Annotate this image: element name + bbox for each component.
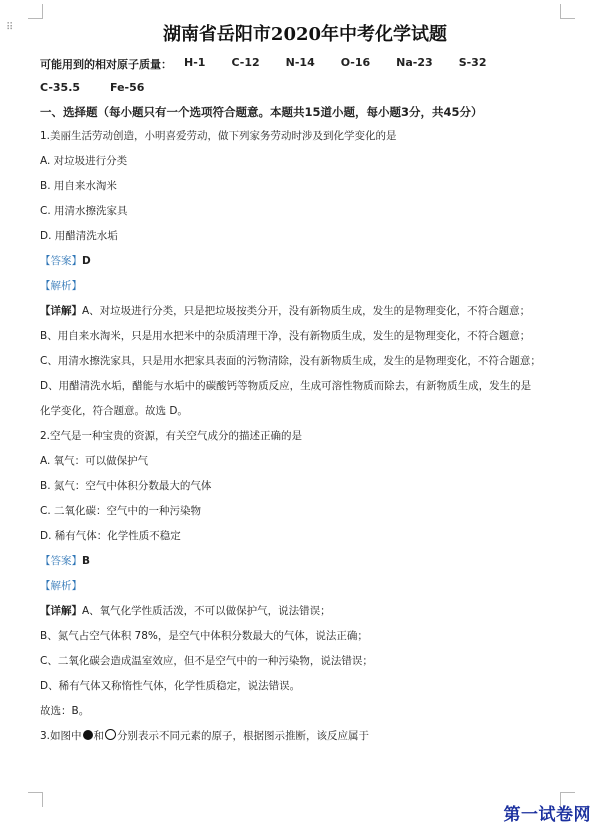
question-option: A. 氧气：可以做保护气: [40, 455, 149, 467]
atomic-mass: Fe-56: [110, 81, 145, 94]
analysis-tag: 【解析】: [40, 280, 82, 292]
atomic-mass: O-16: [340, 56, 371, 69]
atomic-mass: S-32: [458, 56, 487, 69]
conclusion-line: 故选：B。: [40, 705, 90, 717]
answer-value: D: [82, 255, 91, 267]
atomic-masses-row: [40, 56, 570, 70]
answer-value: B: [82, 555, 91, 567]
detail-tag: 【详解】: [40, 305, 82, 317]
atomic-masses-row-2: [40, 81, 570, 95]
detail-line: [40, 304, 570, 318]
answer-tag: 【答案】: [40, 255, 82, 267]
detail-line: 化学变化，符合题意。故选 D。: [40, 405, 188, 417]
analysis-tag: 【解析】: [40, 580, 82, 592]
question-option: C. 二氧化碳：空气中的一种污染物: [40, 505, 202, 517]
question-stem: 2.空气是一种宝贵的资源，有关空气成分的描述正确的是: [40, 430, 303, 442]
question-stem: [40, 729, 570, 743]
detail-line: [40, 604, 570, 618]
detail-tag: 【详解】: [40, 605, 82, 617]
detail-text: A、对垃圾进行分类，只是把垃圾按类分开，没有新物质生成，发生的是物理变化，不符合题意；: [82, 305, 531, 317]
white-atom-icon: [105, 729, 116, 740]
crop-mark-top-right: [560, 4, 575, 19]
crop-mark-top-left: [28, 4, 43, 19]
question-stem: 1.美丽生活劳动创造，小明喜爱劳动，做下列家务劳动时涉及到化学变化的是: [40, 130, 397, 142]
black-atom-icon: [83, 730, 93, 740]
detail-line: B、氮气占空气体积 78%，是空气中体积分数最大的气体，说法正确；: [40, 630, 368, 642]
q3-prefix: 3.如图中: [40, 730, 82, 742]
question-option: D. 稀有气体：化学性质不稳定: [40, 530, 181, 542]
answer-line: [40, 254, 570, 268]
detail-line: D、稀有气体又称惰性气体，化学性质稳定，说法错误。: [40, 680, 301, 692]
question-option: B. 氮气：空气中体积分数最大的气体: [40, 480, 212, 492]
atomic-masses-label: 可能用到的相对原子质量：: [40, 58, 172, 71]
atomic-mass: H-1: [184, 56, 206, 69]
atomic-mass: Na-23: [396, 56, 433, 69]
watermark-logo: 第一试卷网: [503, 805, 591, 825]
detail-line: D、用醋清洗水垢，醋能与水垢中的碳酸钙等物质反应，生成可溶性物质而除去，有新物质生成，发生的是: [40, 380, 532, 392]
detail-line: C、二氧化碳会造成温室效应，但不是空气中的一种污染物，说法错误；: [40, 655, 373, 667]
question-option: B. 用自来水淘米: [40, 180, 117, 192]
answer-line: [40, 554, 570, 568]
question-option: A. 对垃圾进行分类: [40, 155, 128, 167]
atomic-mass: N-14: [285, 56, 315, 69]
answer-tag: 【答案】: [40, 555, 82, 567]
crop-mark-bottom-left: [28, 792, 43, 807]
detail-text: A、氧气化学性质活泼，不可以做保护气，说法错误；: [82, 605, 331, 617]
drag-handle-icon[interactable]: ⠿: [6, 22, 15, 33]
detail-line: B、用自来水淘米，只是用水把米中的杂质清理干净，没有新物质生成，发生的是物理变化，不符合题意；: [40, 330, 531, 342]
page-title: 湖南省岳阳市2020年中考化学试题: [162, 24, 448, 45]
q3-middle: 和: [93, 730, 105, 742]
document-page: [40, 18, 570, 743]
detail-line: C、用清水擦洗家具，只是用水把家具表面的污物清除，没有新物质生成，发生的是物理变化，不符合题意；: [40, 355, 541, 367]
question-option: D. 用醋清洗水垢: [40, 230, 118, 242]
atomic-mass: C-12: [231, 56, 260, 69]
question-option: C. 用清水擦洗家具: [40, 205, 128, 217]
section-heading: 一、选择题（每小题只有一个选项符合题意。本题共15道小题，每小题3分，共45分）: [40, 105, 483, 119]
atomic-mass: C-35.5: [40, 81, 81, 94]
q3-suffix: 分别表示不同元素的原子，根据图示推断，该反应属于: [117, 730, 370, 742]
